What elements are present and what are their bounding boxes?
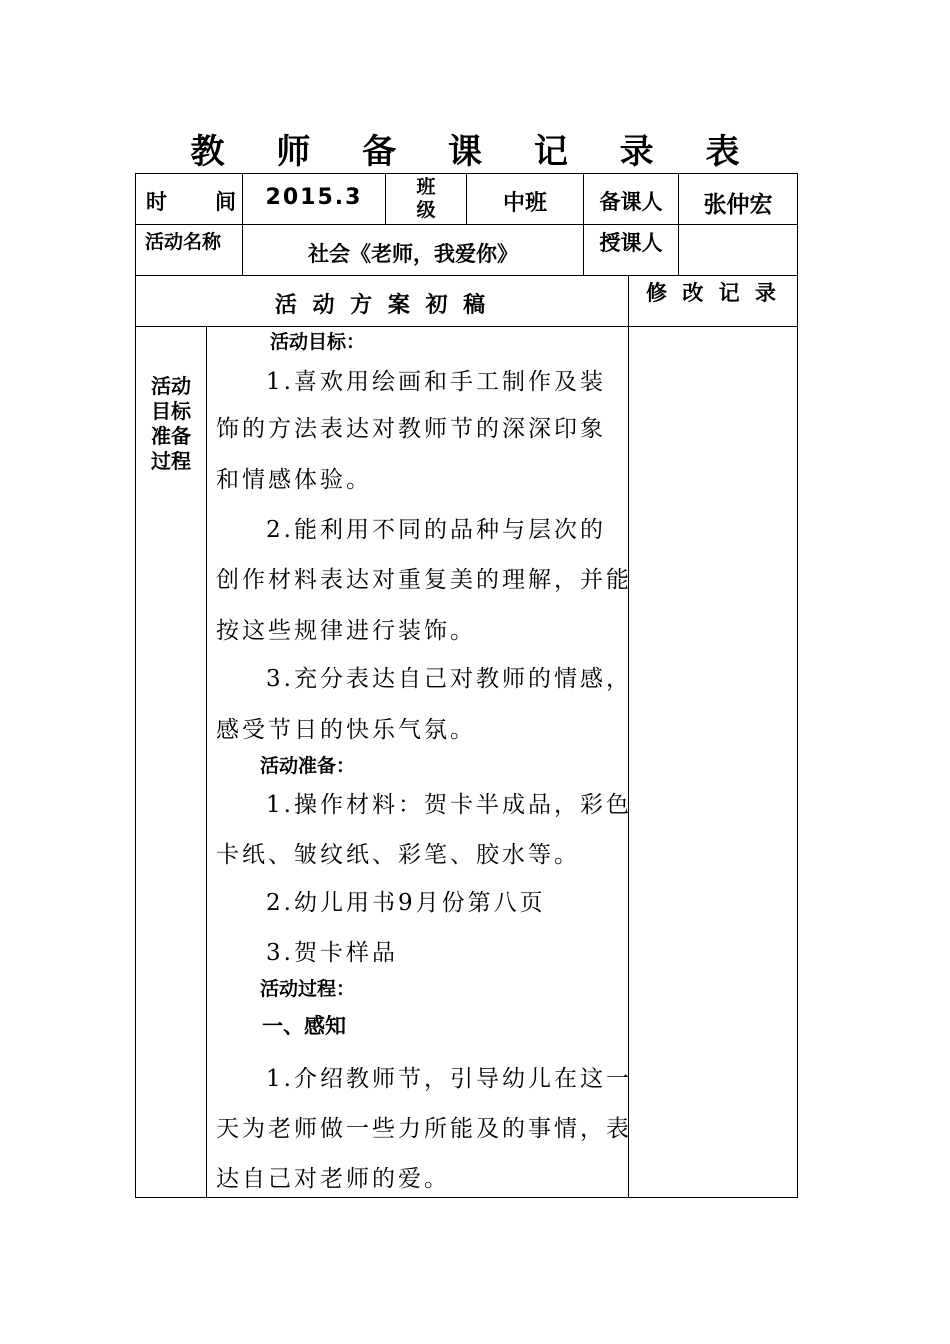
preparer-value: 张仲宏 [703, 192, 773, 218]
prep-line: 3.贺卡样品 [266, 940, 398, 966]
prep-heading: 活动准备： [260, 755, 356, 777]
page-title: 教 师 备 课 记 录 表 [190, 132, 760, 172]
goal-line: 饰的方法表达对教师节的深深印象 [216, 416, 606, 442]
goal-line: 创作材料表达对重复美的理解，并能 [216, 567, 632, 593]
prep-line: 2.幼儿用书9月份第八页 [266, 890, 546, 916]
goal-line: 感受节日的快乐气氛。 [216, 717, 476, 743]
process-section: 一、感知 [262, 1014, 346, 1038]
activity-name-value: 社会《老师，我爱你》 [308, 242, 518, 266]
time-value: 2015.3 [265, 185, 363, 210]
prep-line: 卡纸、皱纹纸、彩笔、胶水等。 [216, 842, 580, 868]
process-heading: 活动过程： [260, 978, 356, 1000]
activity-name-label: 活动名称 [145, 231, 222, 253]
process-line: 天为老师做一些力所能及的事情，表 [216, 1116, 632, 1142]
goal-line: 3.充分表达自己对教师的情感， [266, 666, 632, 692]
process-line: 达自己对老师的爱。 [216, 1166, 450, 1192]
goal-line: 和情感体验。 [216, 467, 372, 493]
process-line: 1.介绍教师节，引导幼儿在这一 [266, 1066, 632, 1092]
preparer-label: 备课人 [599, 190, 663, 214]
goal-line: 按这些规律进行装饰。 [216, 618, 476, 644]
goal-line: 2.能利用不同的品种与层次的 [266, 517, 606, 543]
goal-line: 1.喜欢用绘画和手工制作及装 [266, 369, 606, 395]
draft-label: 活 动 方 案 初 稿 [274, 293, 490, 318]
side-label: 活动 目标 准备 过程 [151, 374, 191, 473]
revision-label: 修 改 记 录 [646, 281, 780, 305]
prep-line: 1.操作材料：贺卡半成品，彩色 [266, 792, 632, 818]
teacher-label: 授课人 [599, 231, 663, 255]
time-label: 时 间 [146, 190, 236, 214]
class-value: 中班 [502, 191, 547, 216]
class-label: 班 级 [416, 176, 436, 221]
goals-heading: 活动目标： [270, 331, 366, 353]
